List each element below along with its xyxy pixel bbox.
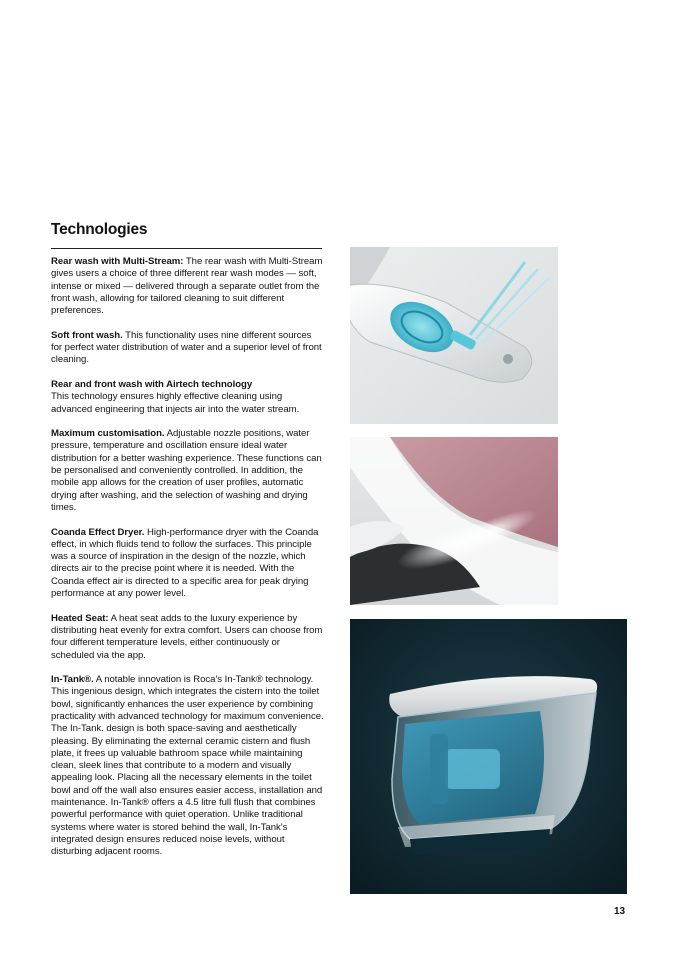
paragraph-lead: Heated Seat: bbox=[51, 612, 109, 624]
technologies-text-column bbox=[51, 256, 325, 859]
paragraph-maximum-customisation bbox=[51, 428, 325, 514]
paragraph-lead: In-Tank®. bbox=[51, 674, 94, 686]
paragraph-airtech bbox=[51, 379, 325, 416]
paragraph-body: Adjustable nozzle positions, water pressure, temperature and oscillation ensure ideal water distribution for a better washing experience. These functions can be personalised and conveniently controlled. In addition, the mobile app allows for the creation of user profiles, automatic drying after washing, and the selection of washing and drying times. bbox=[51, 428, 322, 513]
paragraph-lead: Rear and front wash with Airtech technology bbox=[51, 378, 253, 390]
paragraph-body: A heat seat adds to the luxury experience by distributing heat evenly for extra comfort. Users can choose from four different temperature levels, either continuously or scheduled via the app. bbox=[51, 612, 323, 661]
nozzle-water-streams-image bbox=[350, 247, 558, 424]
title-divider bbox=[51, 248, 322, 249]
paragraph-heated-seat bbox=[51, 613, 325, 662]
paragraph-body: High-performance dryer with the Coanda effect, in which fluids tend to follow the surfaces. This principle was a source of inspiration in the design of the nozzle, which directs air to the precise point where it is needed. With the Coanda effect air is directed to a specific area for peak drying performance at any power level. bbox=[51, 526, 319, 600]
coanda-dryer-seat-image bbox=[350, 437, 558, 605]
paragraph-lead: Coanda Effect Dryer. bbox=[51, 526, 145, 538]
paragraph-in-tank bbox=[51, 674, 325, 858]
paragraph-body: A notable innovation is Roca's In-Tank® technology. This ingenious design, which integrates the cistern into the toilet bowl, significantly enhances the user experience by combining practicality with advanced technology for maximum convenience. The In-Tank. design is both space-saving and aesthetically pleasing. By eliminating the external ceramic cistern and flush plate, it frees up valuable bathroom space while maintaining clean, sleek lines that contribute to a modern and visually appealing look. Placing all the necessary elements in the toilet bowl and off the wall also ensures easier access, installation and maintenance. In-Tank® offers a 4.5 litre full flush that combines powerful performance with quiet operation. Unlike traditional systems where water is stored behind the wall, In-Tank's integrated design ensures reduced noise levels, without disturbing adjacent rooms. bbox=[51, 674, 324, 858]
paragraph-lead: Soft front wash. bbox=[51, 329, 123, 341]
paragraph-soft-front-wash bbox=[51, 330, 325, 367]
paragraph-lead: Rear wash with Multi-Stream: bbox=[51, 256, 184, 267]
paragraph-rear-wash bbox=[51, 256, 325, 317]
paragraph-body: This technology ensures highly effective cleaning using advanced engineering that injects air into the water stream. bbox=[51, 391, 300, 415]
in-tank-toilet-image bbox=[350, 619, 627, 894]
paragraph-coanda-dryer bbox=[51, 527, 325, 601]
page-number: 13 bbox=[614, 906, 626, 917]
page-title: Technologies bbox=[51, 221, 148, 238]
paragraph-body: This functionality uses nine different sources for perfect water distribution of water and a superior level of front cleaning. bbox=[51, 329, 322, 366]
paragraph-lead: Maximum customisation. bbox=[51, 428, 165, 440]
paragraph-body: The rear wash with Multi-Stream gives users a choice of three different rear wash modes — soft, intense or mixed — delivered through a separate outlet from the front wash, allowing for tailored cleaning to suit different preferences. bbox=[51, 256, 323, 317]
